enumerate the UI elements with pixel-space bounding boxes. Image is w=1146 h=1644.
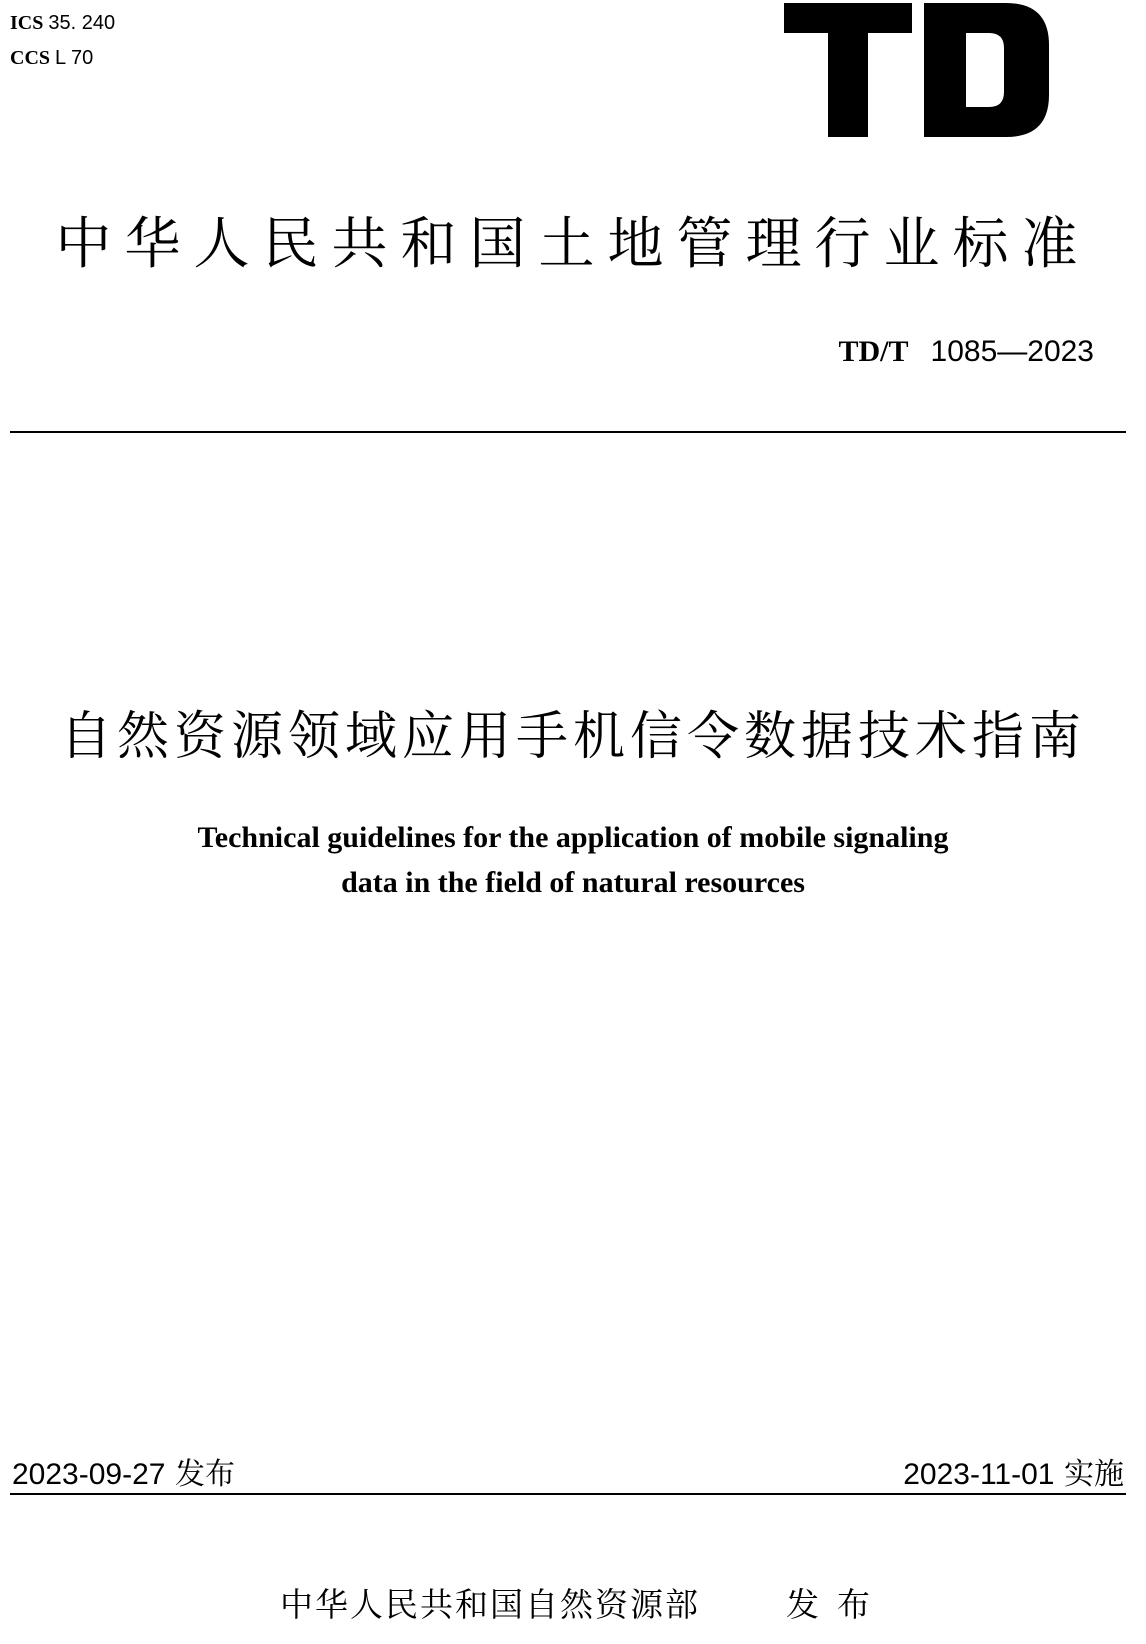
standard-number-value: 1085—2023 [930,335,1094,368]
standard-number-prefix: TD/T [838,335,909,368]
issue-date [12,1449,235,1493]
ics-value: 35. 240 [48,12,116,34]
standard-number [838,334,1094,369]
english-title-line-2: data in the field of natural resources [341,866,805,899]
ccs-value: L 70 [55,47,94,69]
top-divider [10,431,1126,433]
ccs-label: CCS [10,47,51,69]
implementation-date-value: 2023-11-01 [903,1458,1055,1491]
issuing-action: 发布 [786,1585,888,1624]
english-title-line-1: Technical guidelines for the application of mobile signaling [197,821,949,854]
bottom-divider [10,1493,1126,1495]
document-title-english [0,815,1146,905]
issue-date-value: 2023-09-27 [12,1458,166,1491]
implementation-date [903,1449,1124,1493]
classification-codes [10,5,115,75]
ics-code [10,5,115,40]
standard-category-title: 中华人民共和国土地管理行业标准 [55,212,1091,277]
issue-date-label: 发布 [175,1457,236,1492]
ccs-code [10,40,115,75]
document-title: 自然资源领域应用手机信令数据技术指南 [59,707,1086,767]
td-logo [784,3,1049,137]
implementation-date-label: 实施 [1064,1457,1124,1492]
issuing-authority: 中华人民共和国自然资源部 [280,1585,700,1624]
td-logo-graphic [784,3,1049,137]
ics-label: ICS [10,12,44,34]
